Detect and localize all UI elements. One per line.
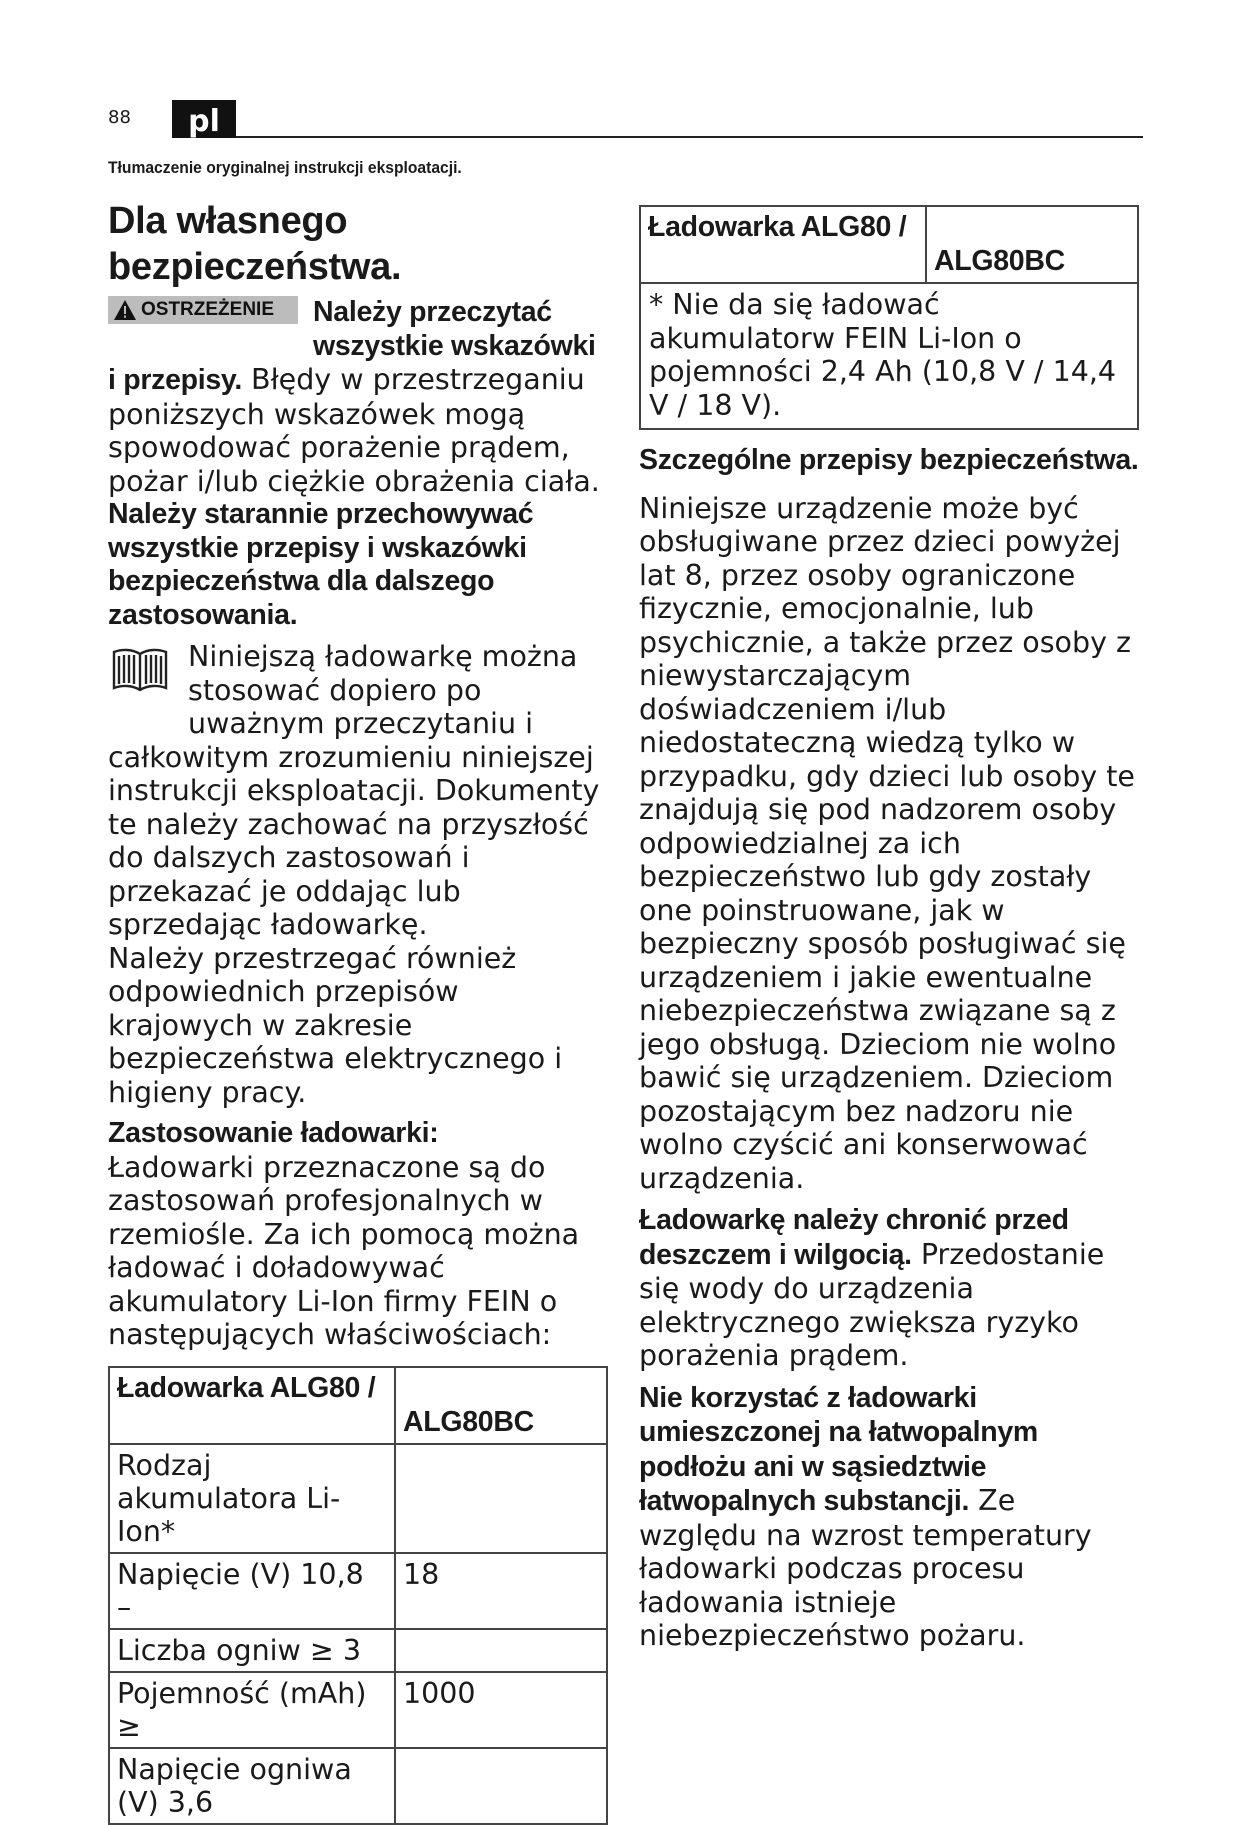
table-cell: Liczba ogniw ≥ 3 — [109, 1629, 395, 1672]
table-cell: 1000 — [395, 1672, 607, 1748]
title-line-2: bezpieczeństwa. — [108, 246, 402, 288]
table-cell — [395, 1444, 607, 1553]
warning-paragraph — [108, 363, 608, 498]
children-paragraph: Niniejsze urządzenie może być obsługiwane przez dzieci powyżej lat 8, przez osoby ograniczone fizycznie, emocjonalnie, lub psychicznie, a także przez osoby z niewystarczającym doświadczeniem i/lub niedostateczną wiedzą tylko w przypadku, gdy dzieci lub osoby te znajdują się pod nadzorem osoby odpowiedzialnej za ich bezpieczeństwo lub gdy zostały one poinstruowane, jak w bezpieczny sposób posługiwać się urządzeniem i jakie ewentualne niebezpieczeństwa związane są z jego obsługą. Dzieciom nie wolno bawić się urządzeniem. Dzieciom pozostającym bez nadzoru nie wolno czyścić ani konserwować urządzenia. — [639, 491, 1135, 1195]
fire-paragraph — [639, 1381, 1139, 1653]
read-manual-block — [108, 640, 608, 942]
page-number: 88 — [108, 107, 131, 128]
rain-bold: Ładowarkę należy chronić przed deszczem i wilgocią. — [639, 1204, 1069, 1271]
warning-bold-2: wszystkie wskazówki — [313, 329, 596, 362]
right-column — [639, 205, 1139, 1653]
table-row — [109, 1748, 607, 1824]
keep-instructions: Należy starannie przechowywać wszystkie przepisy i wskazówki bezpieczeństwa dla dalszego zastosowania. — [108, 498, 534, 631]
warning-triangle-icon — [113, 299, 137, 321]
warning-bold-3: i przepisy. — [108, 364, 242, 396]
right-table-head-a: Ładowarka ALG80 / — [640, 206, 926, 283]
table-cell: Napięcie ogniwa (V) 3,6 — [109, 1748, 395, 1824]
section-title — [108, 198, 608, 290]
table-cell: Napięcie (V) 10,8 – — [109, 1553, 395, 1629]
charger-header-table — [639, 205, 1139, 284]
table-head-b: ALG80BC — [395, 1367, 607, 1444]
rain-paragraph — [639, 1203, 1139, 1373]
table-header-row — [109, 1367, 607, 1444]
table-row — [109, 1629, 607, 1672]
table-row — [109, 1553, 607, 1629]
warning-label-text: OSTRZEŻENIE — [141, 299, 275, 320]
table-cell: Rodzaj akumulatora Li-Ion* — [109, 1444, 395, 1553]
book-line-2: stosować dopiero po — [188, 673, 482, 707]
warning-label — [108, 296, 298, 324]
table-cell — [395, 1748, 607, 1824]
warning-bold-1: Należy przeczytać — [313, 296, 552, 328]
language-tab: pl — [172, 100, 236, 138]
special-safety-heading: Szczególne przepisy bezpieczeństwa. — [639, 444, 1139, 476]
document-subtitle: Tłumaczenie oryginalnej instrukcji eksploatacji. — [108, 158, 462, 177]
fire-text: Ze względu na wzrost temperatury ładowarki podczas procesu ładowania istnieje niebezpieczeństwo pożaru. — [639, 1484, 1092, 1652]
header-rule — [236, 136, 1143, 138]
table-row — [109, 1444, 607, 1553]
book-line-3: uważnym przeczytaniu i — [188, 707, 534, 740]
table-cell: Pojemność (mAh) ≥ — [109, 1672, 395, 1748]
regulations-paragraph: Należy przestrzegać również odpowiednich przepisów krajowych w zakresie bezpieczeństwa elektrycznego i higieny pracy. — [108, 941, 563, 1109]
table-row — [109, 1672, 607, 1748]
battery-spec-table — [108, 1366, 608, 1825]
open-book-icon — [110, 646, 170, 694]
footnote-box: * Nie da się ładować akumulatorw FEIN Li-Ion o pojemności 2,4 Ah (10,8 V / 14,4 V / 18 V). — [639, 284, 1139, 430]
right-table-head-b: ALG80BC — [926, 206, 1138, 283]
table-head-a: Ładowarka ALG80 / — [109, 1367, 395, 1444]
table-cell — [395, 1629, 607, 1672]
fire-bold: Nie korzystać z ładowarki umieszczonej na łatwopalnym podłożu ani w sąsiedztwie łatwopalnych substancji. — [639, 1381, 1038, 1517]
warning-text: Błędy w przestrzeganiu poniższych wskazówek mogą spowodować porażenie prądem, pożar i/lub ciężkie obrażenia ciała. — [108, 363, 600, 498]
rain-text: Przedostanie się wody do urządzenia elektrycznego zwiększa ryzyko porażenia prądem. — [639, 1237, 1105, 1372]
title-line-1: Dla własnego — [108, 200, 348, 242]
table-cell: 18 — [395, 1553, 607, 1629]
warning-block — [108, 296, 608, 363]
left-column — [108, 198, 608, 1825]
book-line-1: Niniejszą ładowarkę można — [188, 640, 578, 673]
book-continuation: całkowitym zrozumieniu niniejszej instrukcji eksploatacji. Dokumenty te należy zachować na przyszłość do dalszych zastosowań i przekazać je oddając lub sprzedając ładowarkę. — [108, 740, 600, 941]
usage-paragraph: Ładowarki przeznaczone są do zastosowań profesjonalnych w rzemiośle. Za ich pomocą można ładować i doładowywać akumulatory Li-Ion firmy FEIN o następujących właściwościach: — [108, 1150, 580, 1351]
usage-heading: Zastosowanie ładowarki: — [108, 1117, 439, 1149]
